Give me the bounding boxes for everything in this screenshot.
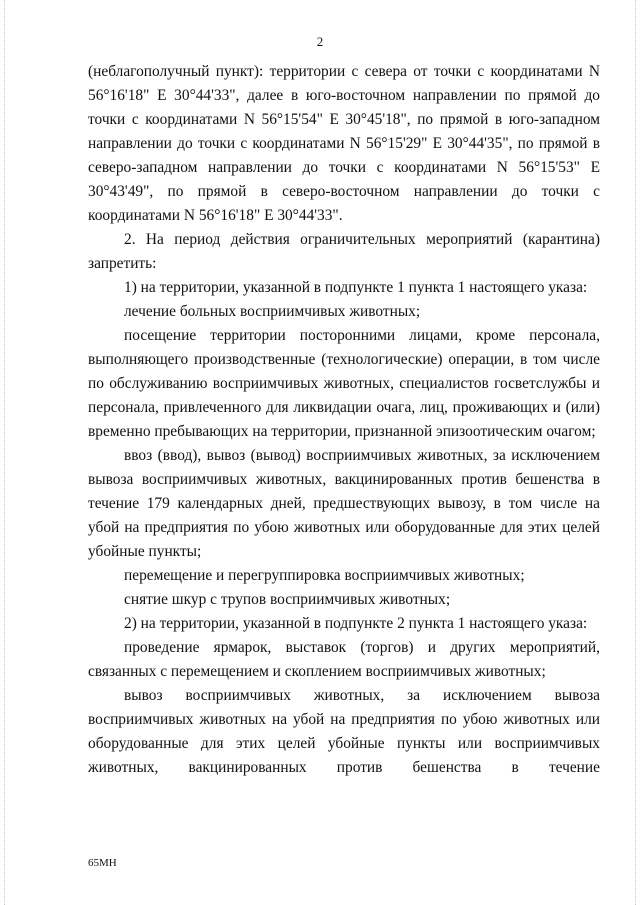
page-number: 2 xyxy=(316,34,324,49)
paragraph-fairs-ban: проведение ярмарок, выставок (торгов) и других мероприятий, связанных с перемещением и скоплением восприимчивых животных; xyxy=(88,639,600,680)
paragraph-subitem-2: 2) на территории, указанной в подпункте 2 пункта 1 настоящего указа: xyxy=(124,615,588,632)
paragraph-visit-ban: посещение территории посторонними лицами, кроме персонала, выполняющего производственные (технологические) операции, в том числе по обслуживанию восприимчивых животных, специалистов госветслужбы и персонала, привлеченного для ликвидации очага, лиц, проживающих и (или) временно пребывающих на территории, признанной эпизоотическим очагом; xyxy=(88,327,600,440)
paragraph-skinning-ban: снятие шкур с трупов восприимчивых животных; xyxy=(124,591,451,608)
paragraph-removal-ban: вывоз восприимчивых животных, за исключением вывоза восприимчивых животных на убой на предприятия по убою животных или оборудованные для этих целей убойные пункты или восприимчивых животных, вакцинированных против бешенства в течение xyxy=(88,687,600,776)
paragraph-import-export-ban: ввоз (ввод), вывоз (вывод) восприимчивых животных, за исключением вывоза восприимчивых животных, вакцинированных против бешенства в течение 179 календарных дней, предшествующих вывозу, в том числе на убой на предприятия по убою животных или оборудованные для этих целей убойные пункты; xyxy=(88,447,600,560)
paragraph-item-2: 2. На период действия ограничительных мероприятий (карантина) запретить: xyxy=(88,231,600,272)
page-edge-right xyxy=(635,0,636,905)
footer-code: 65МН xyxy=(88,857,117,869)
paragraph-coordinates: (неблагополучный пункт): территории с севера от точки с координатами N 56°16'18" E 30°44'33", далее в юго-восточном направлении по прямой до точки с координатами N 56°15'54" E 30°45'18", по прямой в юго-западном направлении до точки с координатами N 56°15'29" E 30°44'35", по прямой в северо-западном направлении до точки с координатами N 56°15'53" E 30°43'49", по прямой в северо-восточном направлении до точки с координатами N 56°16'18" E 30°44'33". xyxy=(88,63,600,224)
paragraph-treatment-ban: лечение больных восприимчивых животных; xyxy=(124,303,421,320)
document-body xyxy=(88,60,600,780)
page-edge-left xyxy=(4,0,5,905)
paragraph-subitem-1: 1) на территории, указанной в подпункте 1 пункта 1 настоящего указа: xyxy=(124,279,588,296)
paragraph-regrouping-ban: перемещение и перегруппировка восприимчивых животных; xyxy=(124,567,525,584)
